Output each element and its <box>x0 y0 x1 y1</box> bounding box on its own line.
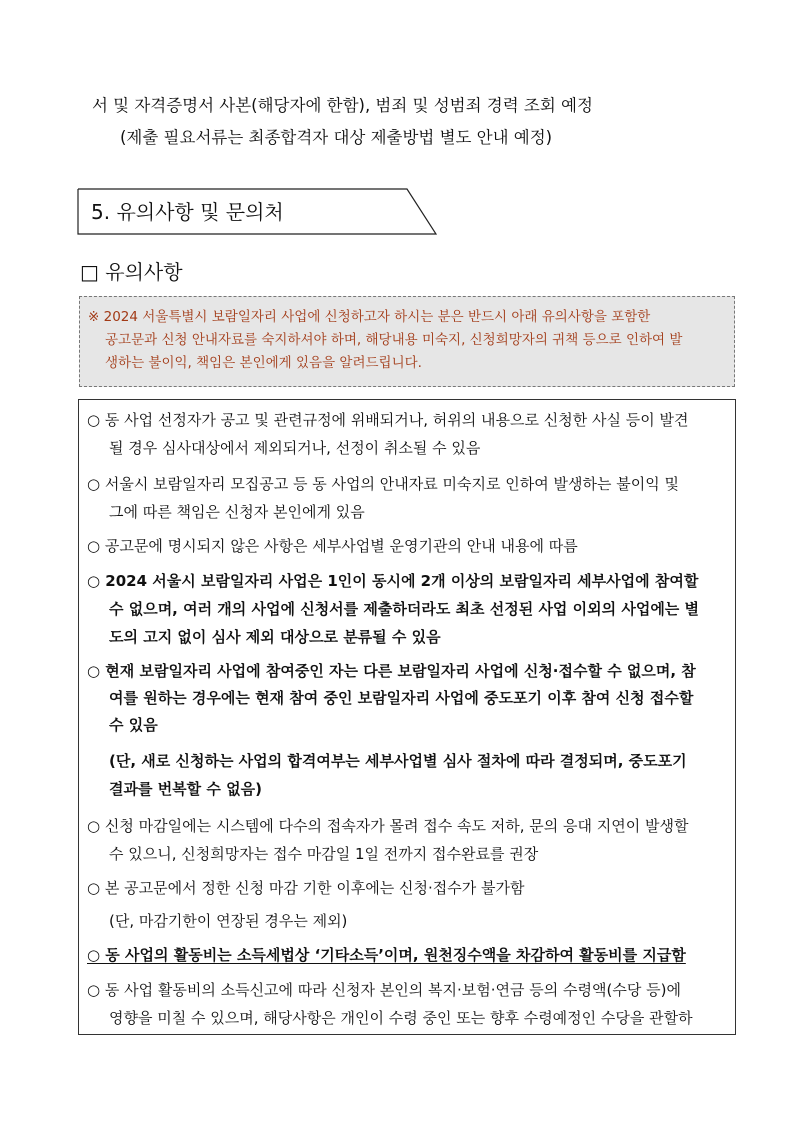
list-item-7-note-1: (단, 마감기한이 연장된 경우는 제외) <box>109 912 348 930</box>
list-item-6-line-1: ○ 신청 마감일에는 시스템에 다수의 접속자가 몰려 접수 속도 저하, 문의 응대 지연이 발생할 <box>87 817 689 835</box>
list-item-5-note-2: 결과를 번복할 수 없음) <box>109 780 262 798</box>
list-item-5-line-1: ○ 현재 보람일자리 사업에 참여중인 자는 다른 보람일자리 사업에 신청·접수할 수 없으며, 참 <box>87 662 696 680</box>
notice-line-1: ※ 2024 서울특별시 보람일자리 사업에 신청하고자 하시는 분은 반드시 아래 유의사항을 포함한 <box>88 309 651 325</box>
list-item-3-line-1: ○ 공고문에 명시되지 않은 사항은 세부사업별 운영기관의 안내 내용에 따름 <box>87 537 578 555</box>
list-item-1-line-2: 될 경우 심사대상에서 제외되거나, 선정이 취소될 수 있음 <box>109 439 481 457</box>
list-item-6-line-2: 수 있으니, 신청희망자는 접수 마감일 1일 전까지 접수완료를 권장 <box>109 845 539 863</box>
intro-line-2: (제출 필요서류는 최종합격자 대상 제출방법 별도 안내 예정) <box>120 128 553 147</box>
notice-box <box>79 296 735 387</box>
list-item-4-line-1: ○ 2024 서울시 보람일자리 사업은 1인이 동시에 2개 이상의 보람일자리 세부사업에 참여할 <box>87 572 699 590</box>
list-item-8-line-1: ○ 동 사업의 활동비는 소득세법상 ‘기타소득’이며, 원천징수액을 차감하여 활동비를 지급함 <box>87 946 686 964</box>
notice-line-2: 공고문과 신청 안내자료를 숙지하셔야 하며, 해당내용 미숙지, 신청희망자의 귀책 등으로 인하여 발 <box>105 332 683 348</box>
list-item-2-line-1: ○ 서울시 보람일자리 모집공고 등 동 사업의 안내자료 미숙지로 인하여 발생하는 불이익 및 <box>87 475 679 493</box>
list-item-9-line-2: 영향을 미칠 수 있으며, 해당사항은 개인이 수령 중인 또는 향후 수령예정인 수당을 관할하 <box>109 1009 693 1027</box>
subheading-notes: □ 유의사항 <box>80 260 183 284</box>
list-item-9-line-1: ○ 동 사업 활동비의 소득신고에 따라 신청자 본인의 복지·보험·연금 등의 수령액(수당 등)에 <box>87 981 681 999</box>
section-heading-box <box>77 188 437 236</box>
section-heading: 5. 유의사항 및 문의처 <box>91 200 284 224</box>
list-item-5-line-3: 수 있음 <box>109 716 158 734</box>
list-item-2-line-2: 그에 따른 책임은 신청자 본인에게 있음 <box>109 503 365 521</box>
notice-line-3: 생하는 불이익, 책임은 본인에게 있음을 알려드립니다. <box>105 355 422 371</box>
list-item-7-line-1: ○ 본 공고문에서 정한 신청 마감 기한 이후에는 신청·접수가 불가함 <box>87 879 525 897</box>
list-item-1-line-1: ○ 동 사업 선정자가 공고 및 관련규정에 위배되거나, 허위의 내용으로 신청한 사실 등이 발견 <box>87 411 689 429</box>
list-item-5-line-2: 여를 원하는 경우에는 현재 참여 중인 보람일자리 사업에 중도포기 이후 참여 신청 접수할 <box>109 689 694 707</box>
list-item-4-line-3: 도의 고지 없이 심사 제외 대상으로 분류될 수 있음 <box>109 628 441 646</box>
notes-list <box>78 399 736 1035</box>
intro-line-1: 서 및 자격증명서 사본(해당자에 한함), 범죄 및 성범죄 경력 조회 예정 <box>92 96 593 115</box>
list-item-4-line-2: 수 없으며, 여러 개의 사업에 신청서를 제출하더라도 최초 선정된 사업 이외의 사업에는 별 <box>109 600 700 618</box>
list-item-5-note-1: (단, 새로 신청하는 사업의 합격여부는 세부사업별 심사 절차에 따라 결정되며, 중도포기 <box>109 752 687 770</box>
